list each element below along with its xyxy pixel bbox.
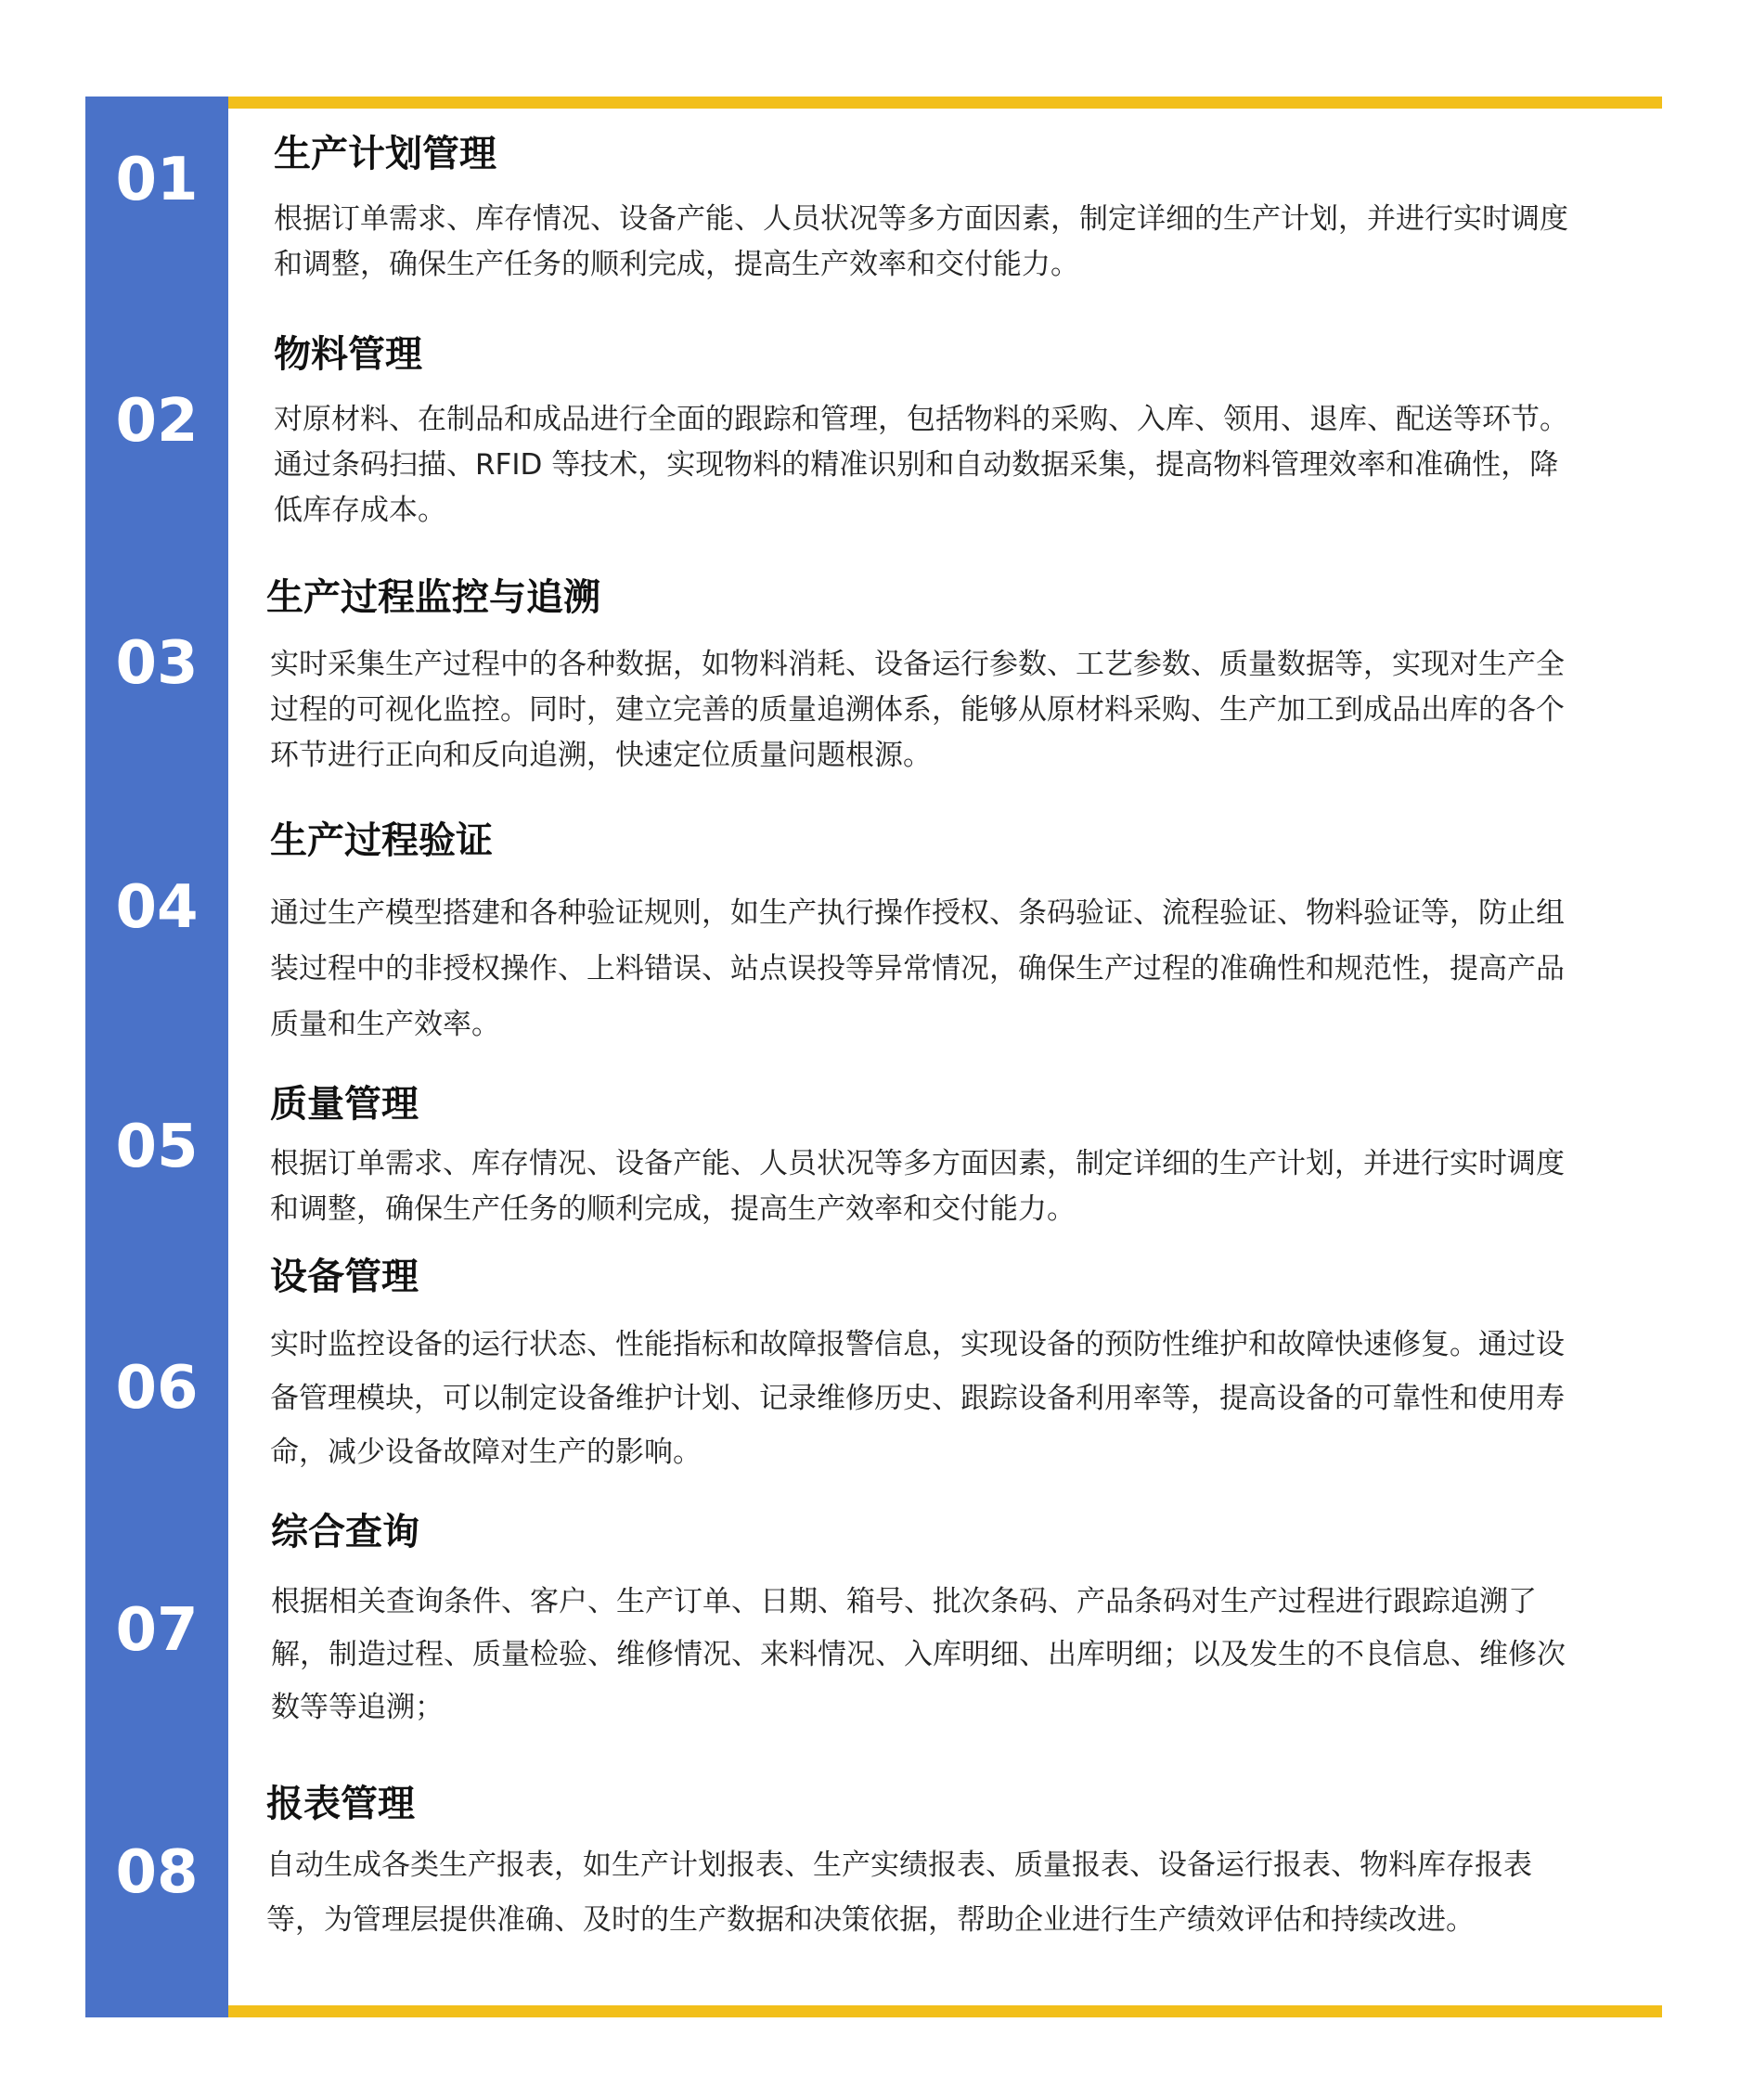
section-description: 根据订单需求、库存情况、设备产能、人员状况等多方面因素，制定详细的生产计划，并进行实时调度和调整，确保生产任务的顺利完成，提高生产效率和交付能力。: [270, 1147, 1565, 1226]
section-number: 02: [115, 387, 199, 456]
section-number: 08: [115, 1838, 199, 1907]
section-number: 04: [115, 873, 199, 942]
section-title: 生产计划管理: [274, 133, 496, 175]
section-description: 自动生成各类生产报表，如生产计划报表、生产实绩报表、质量报表、设备运行报表、物料库存报表等，为管理层提供准确、及时的生产数据和决策依据，帮助企业进行生产绩效评估和持续改进。: [266, 1849, 1532, 1937]
section-number: 01: [115, 146, 199, 214]
section-number: 05: [115, 1113, 199, 1181]
section-description: 实时监控设备的运行状态、性能指标和故障报警信息，实现设备的预防性维护和故障快速修复。通过设备管理模块，可以制定设备维护计划、记录维修历史、跟踪设备利用率等，提高设备的可靠性和使用寿命，减少设备故障对生产的影响。: [270, 1328, 1565, 1469]
number-column-bar: [85, 97, 228, 2017]
bottom-yellow-rule: [228, 2005, 1662, 2017]
section-title: 设备管理: [270, 1256, 419, 1298]
section-title: 生产过程监控与追溯: [266, 576, 600, 619]
section-description: 对原材料、在制品和成品进行全面的跟踪和管理，包括物料的采购、入库、领用、退库、配送等环节。通过条码扫描、RFID 等技术，实现物料的精准识别和自动数据采集，提高物料管理效率和准确性，降低库存成本。: [274, 403, 1568, 527]
section-number: 06: [115, 1354, 199, 1423]
section-description: 通过生产模型搭建和各种验证规则，如生产执行操作授权、条码验证、流程验证、物料验证等，防止组装过程中的非授权操作、上料错误、站点误投等异常情况，确保生产过程的准确性和规范性，提高产品质量和生产效率。: [270, 896, 1565, 1041]
section-title: 生产过程验证: [270, 819, 493, 862]
section-title: 物料管理: [274, 333, 422, 376]
feature-list-panel: [85, 97, 1662, 2017]
section-number: 07: [115, 1596, 199, 1665]
section-description: 实时采集生产过程中的各种数据，如物料消耗、设备运行参数、工艺参数、质量数据等，实现对生产全过程的可视化监控。同时，建立完善的质量追溯体系，能够从原材料采购、生产加工到成品出库的各个环节进行正向和反向追溯，快速定位质量问题根源。: [270, 648, 1565, 772]
section-description: 根据相关查询条件、客户、生产订单、日期、箱号、批次条码、产品条码对生产过程进行跟踪追溯了解，制造过程、质量检验、维修情况、来料情况、入库明细、出库明细；以及发生的不良信息、维修次数等等追溯；: [271, 1585, 1566, 1724]
section-title: 质量管理: [270, 1083, 419, 1126]
section-description: 根据订单需求、库存情况、设备产能、人员状况等多方面因素，制定详细的生产计划，并进行实时调度和调整，确保生产任务的顺利完成，提高生产效率和交付能力。: [274, 202, 1568, 281]
section-title: 综合查询: [271, 1511, 419, 1553]
section-number: 03: [115, 629, 199, 698]
top-yellow-rule: [228, 97, 1662, 109]
section-title: 报表管理: [266, 1783, 415, 1825]
